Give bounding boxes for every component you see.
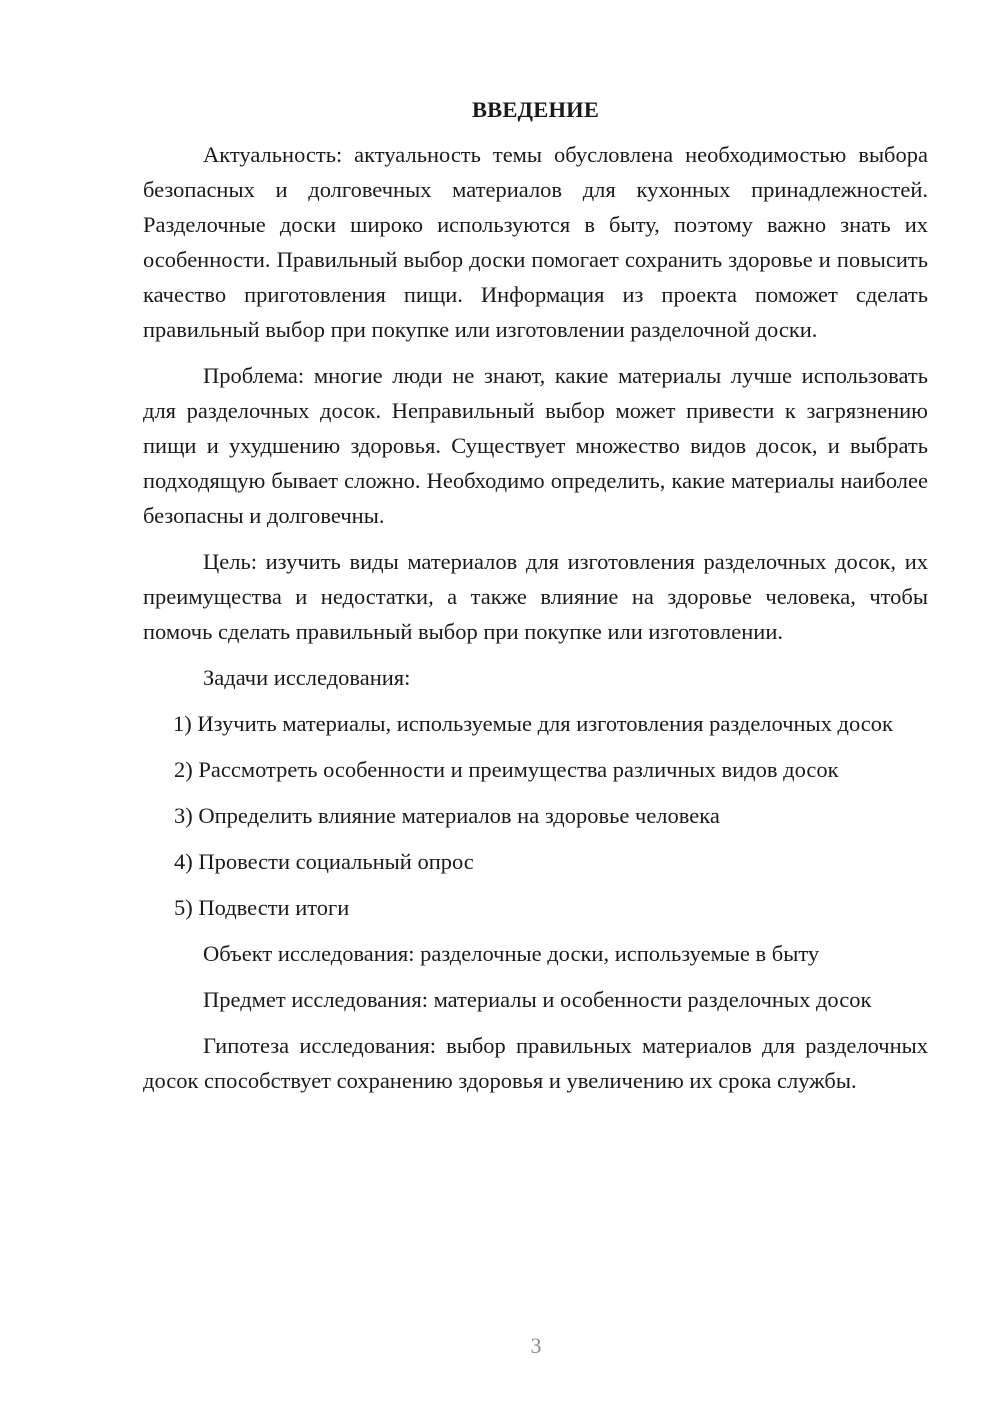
task-item-1: 1) Изучить материалы, используемые для изготовления разделочных досок (173, 711, 893, 736)
tasks-heading: Задачи исследования: (203, 665, 411, 690)
paragraph-object: Объект исследования: разделочные доски, используемые в быту (203, 941, 820, 966)
paragraph-goal: Цель: изучить виды материалов для изготовления разделочных досок, их преимущества и недостатки, а также влияние на здоровье человека, чтобы помочь сделать правильный выбор при покупке или изготовлении. (143, 549, 928, 644)
page-number: 3 (530, 1333, 542, 1358)
task-item-4: 4) Провести социальный опрос (174, 849, 474, 874)
task-item-3: 3) Определить влияние материалов на здоровье человека (174, 803, 720, 828)
page-title: ВВЕДЕНИЕ (471, 97, 600, 122)
task-item-2: 2) Рассмотреть особенности и преимущества различных видов досок (174, 757, 839, 782)
paragraph-hypothesis: Гипотеза исследования: выбор правильных материалов для разделочных досок способствует сохранению здоровья и увеличению их срока службы. (143, 1033, 928, 1093)
paragraph-relevance: Актуальность: актуальность темы обусловлена необходимостью выбора безопасных и долговечных материалов для кухонных принадлежностей. Разделочные доски широко используются в быту, поэтому важно знать их особенности. Правильный выбор доски помогает сохранить здоровье и повысить качество приготовления пищи. Информация из проекта поможет сделать правильный выбор при покупке или изготовлении разделочной доски. (143, 142, 928, 342)
paragraph-problem: Проблема: многие люди не знают, какие материалы лучше использовать для разделочных досок. Неправильный выбор может привести к загрязнению пищи и ухудшению здоровья. Существует множество видов досок, и выбрать подходящую бывает сложно. Необходимо определить, какие материалы наиболее безопасны и долговечны. (143, 363, 928, 528)
document-page (143, 92, 928, 1109)
task-item-5: 5) Подвести итоги (174, 895, 350, 920)
paragraph-subject: Предмет исследования: материалы и особенности разделочных досок (203, 987, 872, 1012)
